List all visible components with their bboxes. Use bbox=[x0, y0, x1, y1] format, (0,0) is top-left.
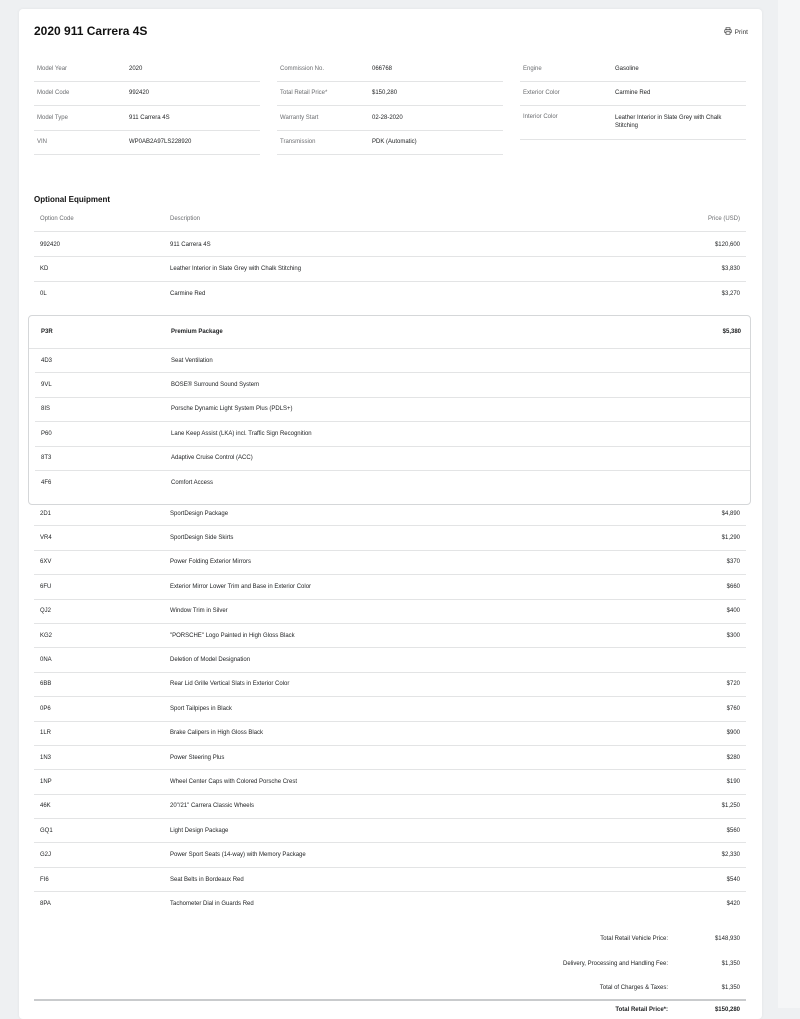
option-description: Light Design Package bbox=[170, 827, 229, 834]
total-label: Delivery, Processing and Handling Fee: bbox=[563, 960, 668, 967]
option-code: FI6 bbox=[40, 876, 49, 883]
spec-row bbox=[520, 57, 746, 82]
option-code: 8PA bbox=[40, 901, 51, 908]
option-price: $560 bbox=[726, 827, 740, 834]
grand-total-label: Total Retail Price*: bbox=[615, 1007, 668, 1013]
option-description: Window Trim in Silver bbox=[170, 608, 228, 615]
spec-value: Carmine Red bbox=[615, 90, 651, 97]
option-description: Power Folding Exterior Mirrors bbox=[170, 559, 252, 566]
option-description: Brake Calipers in High Gloss Black bbox=[170, 730, 264, 737]
option-description: SportDesign Package bbox=[170, 510, 229, 517]
header-option-code: Option Code bbox=[40, 215, 74, 222]
spec-row bbox=[277, 131, 503, 156]
spec-value: 911 Carrera 4S bbox=[129, 114, 170, 121]
spec-row bbox=[520, 106, 746, 140]
option-description: Power Steering Plus bbox=[170, 754, 225, 761]
option-code: 0P6 bbox=[40, 705, 51, 712]
spec-value: PDK (Automatic) bbox=[372, 139, 417, 146]
table-row bbox=[34, 551, 746, 575]
option-description: 911 Carrera 4S bbox=[170, 241, 211, 248]
table-row bbox=[34, 697, 746, 721]
option-code: VR4 bbox=[40, 535, 52, 542]
list-item bbox=[35, 373, 750, 397]
spec-value: WP0AB2A97LS228920 bbox=[129, 139, 192, 146]
optional-equipment-title: Optional Equipment bbox=[34, 195, 110, 204]
option-price: $540 bbox=[726, 876, 740, 883]
spec-key: Interior Color bbox=[523, 114, 558, 120]
option-price: $370 bbox=[726, 559, 740, 566]
option-code: 6BB bbox=[40, 681, 52, 688]
table-row bbox=[34, 722, 746, 746]
spec-key: Commission No. bbox=[280, 65, 325, 72]
option-description: BOSE® Surround Sound System bbox=[171, 382, 260, 389]
spec-value: Gasoline bbox=[615, 65, 639, 72]
option-code: KD bbox=[40, 266, 49, 273]
spec-row bbox=[277, 57, 503, 82]
grand-total-row bbox=[34, 999, 746, 1019]
spec-value: $150,280 bbox=[372, 90, 398, 97]
option-price: $900 bbox=[726, 730, 740, 737]
option-price: $3,270 bbox=[721, 290, 740, 297]
spec-key: Model Year bbox=[37, 65, 68, 72]
spec-key: Exterior Color bbox=[523, 90, 560, 97]
table-row bbox=[34, 502, 746, 526]
spec-row bbox=[34, 57, 260, 82]
table-row bbox=[34, 624, 746, 648]
options-rows bbox=[34, 502, 746, 917]
options-table-header bbox=[34, 206, 746, 232]
spec-value: 2020 bbox=[129, 65, 143, 72]
option-code: 8IS bbox=[41, 406, 51, 413]
table-row bbox=[34, 233, 746, 257]
table-row bbox=[34, 795, 746, 819]
spec-row bbox=[520, 82, 746, 107]
option-code: 6XV bbox=[40, 559, 52, 566]
header-description: Description bbox=[170, 215, 201, 222]
option-price: $400 bbox=[726, 608, 740, 615]
spec-value: Leather Interior in Slate Grey with Chalk Stitching bbox=[615, 115, 722, 129]
option-code: KG2 bbox=[40, 632, 53, 639]
page-title: 2020 911 Carrera 4S bbox=[34, 24, 148, 38]
spec-key: VIN bbox=[37, 139, 48, 146]
spec-key: Warranty Start bbox=[280, 114, 319, 121]
package-header-row bbox=[29, 316, 750, 349]
table-row bbox=[34, 673, 746, 697]
list-item bbox=[35, 422, 750, 446]
option-description: Lane Keep Assist (LKA) incl. Traffic Sign Recognition bbox=[171, 430, 312, 437]
table-row bbox=[34, 843, 746, 867]
option-code: 1N3 bbox=[40, 754, 52, 761]
option-code: 1NP bbox=[40, 778, 52, 785]
option-price: $300 bbox=[726, 632, 740, 639]
option-code: 1LR bbox=[40, 730, 52, 737]
total-row bbox=[34, 976, 746, 1000]
header-price: Price (USD) bbox=[707, 215, 740, 222]
spec-value: 02-28-2020 bbox=[372, 114, 403, 121]
spec-row bbox=[34, 131, 260, 156]
options-top-rows bbox=[34, 233, 746, 306]
package-description: Premium Package bbox=[171, 329, 223, 335]
option-description: Exterior Mirror Lower Trim and Base in Exterior Color bbox=[170, 583, 312, 590]
total-row bbox=[34, 951, 746, 975]
spec-value: 992420 bbox=[129, 90, 150, 97]
option-price: $4,890 bbox=[721, 510, 740, 517]
option-price: $2,330 bbox=[721, 852, 740, 859]
spec-column-2 bbox=[277, 57, 503, 155]
list-item bbox=[35, 447, 750, 471]
table-row bbox=[34, 892, 746, 916]
option-code: 992420 bbox=[40, 241, 61, 248]
option-price: $280 bbox=[726, 754, 740, 761]
table-row bbox=[34, 575, 746, 599]
vehicle-details-card bbox=[19, 9, 762, 1019]
spec-key: Model Type bbox=[37, 114, 68, 121]
option-description: Rear Lid Grille Vertical Slats in Exterior Color bbox=[170, 681, 290, 688]
option-code: G2J bbox=[40, 852, 52, 859]
option-description: Porsche Dynamic Light System Plus (PDLS+) bbox=[171, 406, 293, 413]
package-code: P3R bbox=[41, 329, 53, 335]
option-description: Adaptive Cruise Control (ACC) bbox=[171, 455, 253, 462]
spec-row bbox=[34, 106, 260, 131]
totals-section bbox=[34, 927, 746, 1000]
option-price: $3,830 bbox=[721, 266, 740, 273]
premium-package-group bbox=[28, 315, 751, 505]
table-row bbox=[34, 819, 746, 843]
list-item bbox=[35, 398, 750, 422]
option-description: "PORSCHE" Logo Painted in High Gloss Black bbox=[170, 632, 295, 639]
option-description: 20"/21" Carrera Classic Wheels bbox=[170, 803, 254, 810]
option-code: 6FU bbox=[40, 583, 52, 590]
spec-row bbox=[277, 82, 503, 107]
spec-row bbox=[34, 82, 260, 107]
option-description: Sport Tailpipes in Black bbox=[170, 705, 232, 712]
total-value: $148,930 bbox=[714, 936, 740, 943]
table-row bbox=[34, 746, 746, 770]
option-price: $720 bbox=[726, 681, 740, 688]
table-row bbox=[34, 526, 746, 550]
spec-key: Model Code bbox=[37, 90, 70, 97]
table-row bbox=[34, 257, 746, 281]
total-value: $1,350 bbox=[721, 984, 740, 991]
option-price: $1,250 bbox=[721, 803, 740, 810]
total-label: Total of Charges & Taxes: bbox=[599, 984, 668, 991]
option-price: $120,600 bbox=[714, 241, 740, 248]
table-row bbox=[34, 770, 746, 794]
table-row bbox=[34, 600, 746, 624]
option-price: $660 bbox=[726, 583, 740, 590]
option-price: $420 bbox=[726, 901, 740, 908]
option-code: GQ1 bbox=[40, 827, 53, 834]
table-row bbox=[34, 648, 746, 672]
option-description: SportDesign Side Skirts bbox=[170, 535, 234, 542]
option-code: P60 bbox=[41, 430, 52, 437]
option-description: Comfort Access bbox=[171, 480, 214, 487]
package-price: $5,380 bbox=[722, 329, 741, 335]
total-row bbox=[34, 927, 746, 951]
option-description: Tachometer Dial in Guards Red bbox=[170, 901, 254, 908]
option-code: 4F6 bbox=[41, 480, 52, 487]
total-value: $1,350 bbox=[721, 960, 740, 967]
list-item bbox=[35, 471, 750, 495]
option-description: Power Sport Seats (14-way) with Memory Package bbox=[170, 852, 306, 859]
option-price: $190 bbox=[726, 778, 740, 785]
option-description: Seat Belts in Bordeaux Red bbox=[170, 876, 244, 883]
option-code: 4D3 bbox=[41, 357, 53, 364]
spec-value: 066768 bbox=[372, 65, 393, 72]
option-code: 0NA bbox=[40, 657, 52, 664]
spec-column-3 bbox=[520, 57, 746, 140]
printer-icon bbox=[724, 27, 732, 37]
option-price: $760 bbox=[726, 705, 740, 712]
option-description: Wheel Center Caps with Colored Porsche Crest bbox=[170, 778, 298, 785]
total-label: Total Retail Vehicle Price: bbox=[600, 936, 668, 943]
spec-column-1 bbox=[34, 57, 260, 155]
spec-row bbox=[277, 106, 503, 131]
option-code: QJ2 bbox=[40, 608, 52, 615]
option-description: Deletion of Model Designation bbox=[170, 657, 251, 664]
option-code: 9VL bbox=[41, 382, 52, 389]
spec-key: Transmission bbox=[280, 139, 316, 146]
option-price: $1,290 bbox=[721, 535, 740, 542]
option-code: 0L bbox=[40, 290, 47, 297]
table-row bbox=[34, 282, 746, 306]
option-description: Carmine Red bbox=[170, 290, 206, 297]
option-description: Seat Ventilation bbox=[171, 357, 213, 364]
option-description: Leather Interior in Slate Grey with Chalk Stitching bbox=[170, 266, 302, 273]
spec-key: Total Retail Price* bbox=[280, 90, 328, 97]
option-code: 46K bbox=[40, 803, 51, 810]
table-row bbox=[34, 868, 746, 892]
list-item bbox=[35, 349, 750, 373]
spec-key: Engine bbox=[523, 65, 542, 72]
package-items bbox=[29, 349, 750, 495]
print-label: Print bbox=[734, 28, 748, 36]
option-code: 2D1 bbox=[40, 510, 52, 517]
right-scroll-strip bbox=[778, 0, 800, 1008]
grand-total-value: $150,280 bbox=[714, 1007, 740, 1013]
option-code: 8T3 bbox=[41, 455, 52, 462]
print-button[interactable] bbox=[724, 27, 748, 37]
